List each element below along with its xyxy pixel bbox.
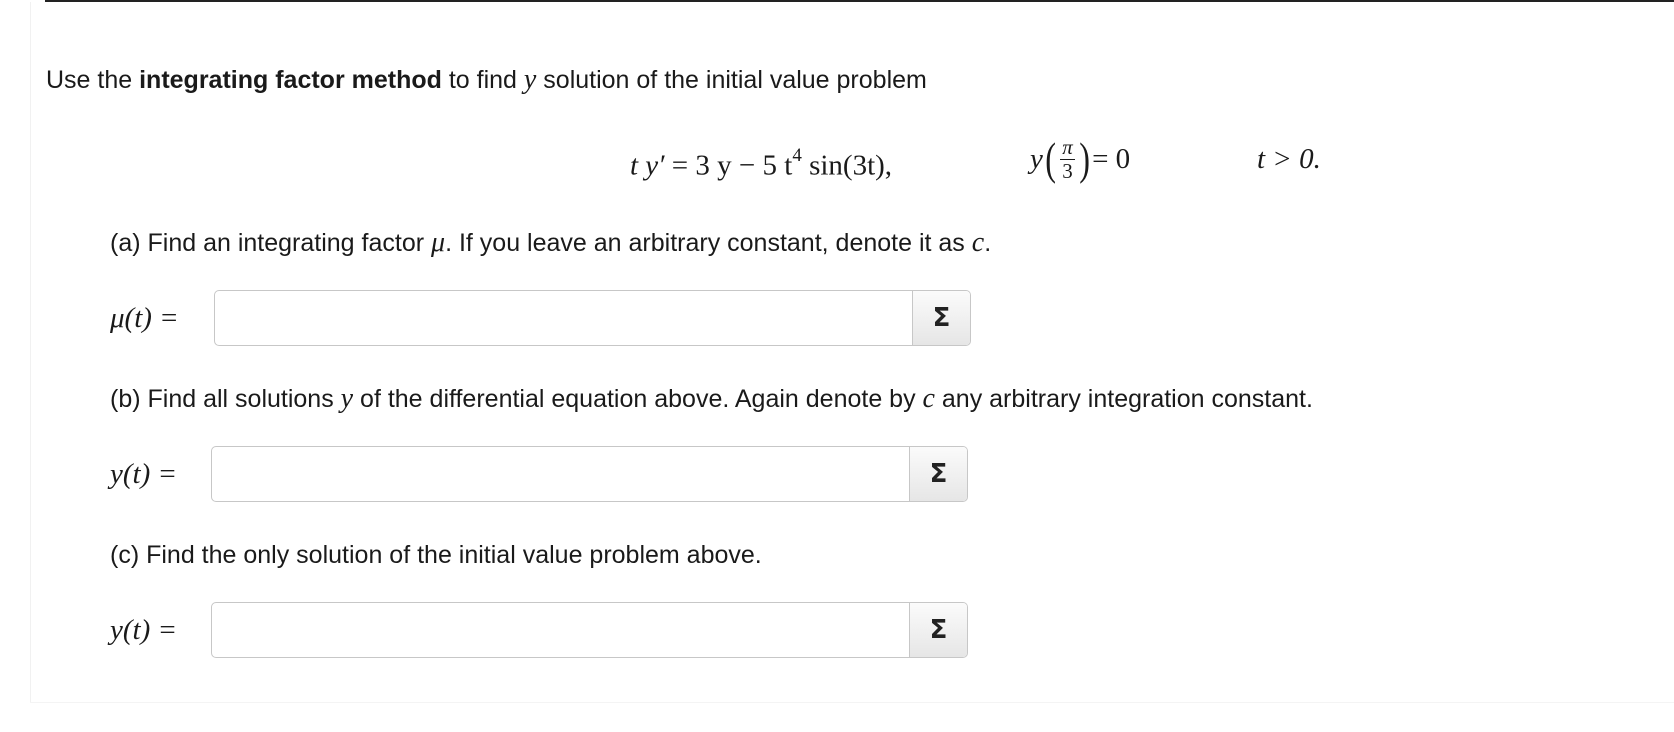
part-b-answer-label: y(t) = — [110, 458, 178, 490]
panel-left-border — [30, 2, 31, 702]
initial-condition — [1030, 131, 1130, 187]
part-c-answer-field — [211, 602, 968, 658]
ic-left-paren: ( — [1045, 133, 1056, 184]
part-a-equation-editor-button[interactable] — [912, 291, 970, 345]
part-b-prefix: (b) Find all solutions — [110, 385, 341, 413]
part-a-constant: c — [971, 227, 985, 258]
part-a-answer-label: μ(t) = — [110, 302, 179, 334]
panel-bottom-border — [30, 702, 1674, 703]
part-b-input[interactable] — [212, 447, 909, 501]
intro-suffix: solution of the initial value problem — [536, 66, 927, 94]
part-a-variable: μ — [431, 227, 446, 258]
ic-denominator: 3 — [1062, 158, 1073, 183]
part-b-mid: of the differential equation above. Again denote by — [353, 385, 923, 413]
part-a-input[interactable] — [215, 291, 912, 345]
problem-intro — [46, 64, 927, 96]
domain-condition: t > 0. — [1257, 143, 1321, 175]
intro-variable: y — [523, 64, 537, 95]
sigma-icon: Σ — [929, 459, 948, 489]
sigma-icon: Σ — [932, 303, 951, 333]
part-a-answer-field — [214, 290, 971, 346]
differential-equation — [630, 141, 892, 184]
sigma-icon: Σ — [929, 615, 948, 645]
part-b-variable: y — [340, 383, 354, 414]
part-c-equation-editor-button[interactable] — [909, 603, 967, 657]
part-b-prompt — [110, 383, 1313, 415]
intro-prefix: Use the — [46, 66, 140, 94]
part-b-constant: c — [922, 383, 935, 414]
ic-numerator: π — [1062, 134, 1073, 159]
top-divider — [45, 0, 1674, 2]
ode-lhs: t y′ — [630, 149, 665, 182]
ic-fraction — [1060, 136, 1075, 183]
ode-rhs: = 3 y − 5 t — [664, 149, 793, 182]
part-a-prompt — [110, 227, 991, 259]
part-a-prefix: (a) Find an integrating factor — [110, 229, 431, 257]
part-c-input[interactable] — [212, 603, 909, 657]
part-b-suffix: any arbitrary integration constant. — [934, 385, 1313, 413]
part-b-answer-field — [211, 446, 968, 502]
intro-method: integrating factor method — [139, 66, 442, 94]
part-c-prompt: (c) Find the only solution of the initial value problem above. — [110, 541, 762, 569]
ic-function: y — [1030, 143, 1043, 175]
part-c-answer-label: y(t) = — [110, 614, 178, 646]
part-a-suffix: . — [984, 229, 992, 257]
ic-value: = 0 — [1092, 143, 1131, 175]
intro-mid: to find — [441, 66, 524, 94]
ode-rest: sin(3t), — [801, 149, 893, 182]
part-b-equation-editor-button[interactable] — [909, 447, 967, 501]
ic-right-paren: ) — [1079, 133, 1090, 184]
ode-exponent: 4 — [792, 145, 802, 166]
part-a-mid: . If you leave an arbitrary constant, denote it as — [445, 229, 972, 257]
